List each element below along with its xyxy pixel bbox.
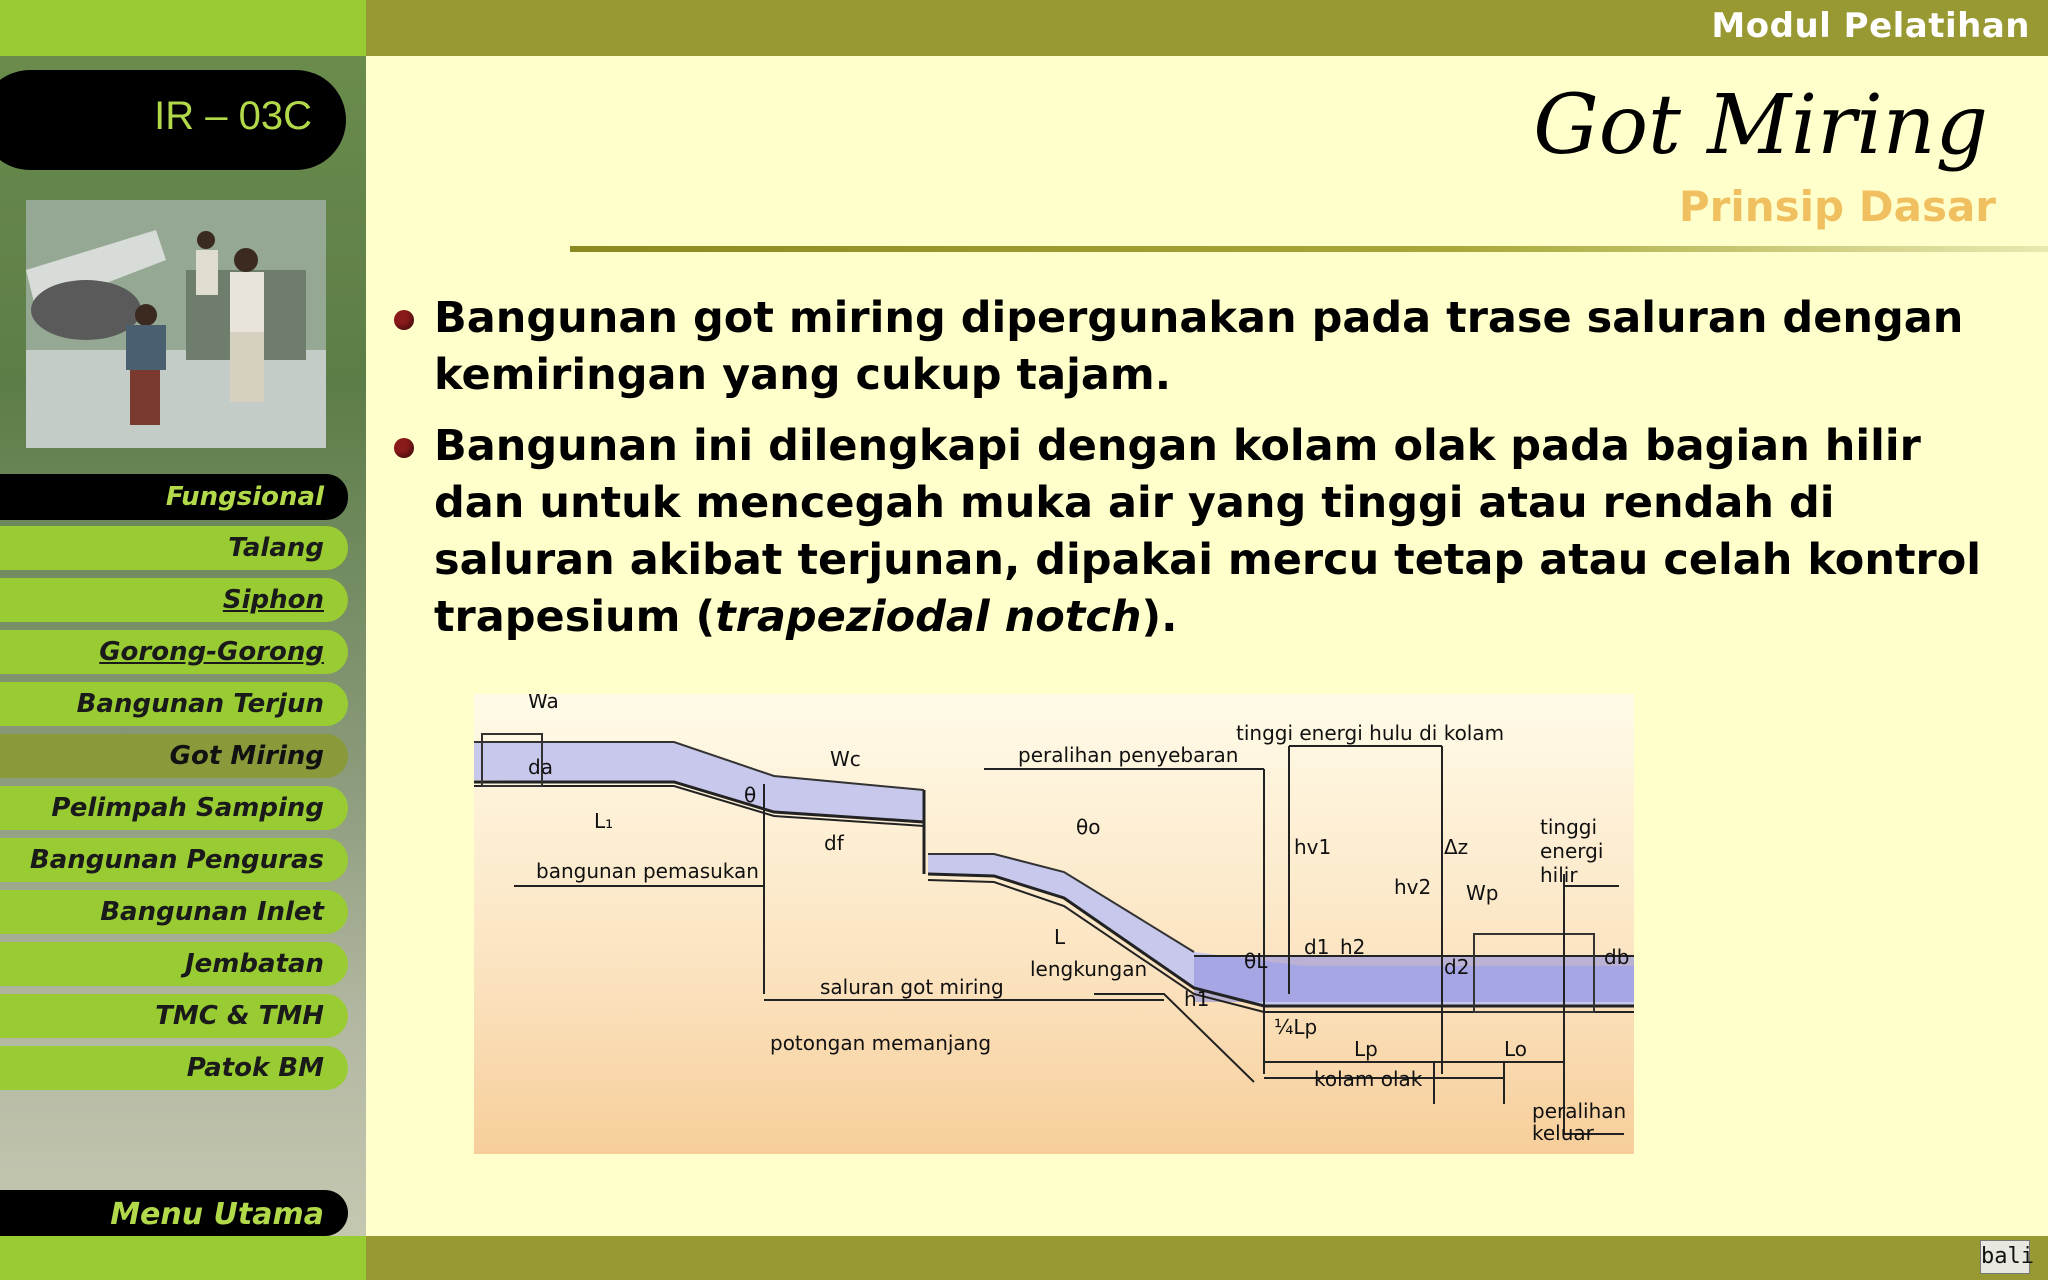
label-da: da [528,755,553,779]
bullet-text-post: ). [1141,592,1178,642]
longitudinal-section-drawing [474,694,1634,1154]
sidebar-item-bangunan-terjun[interactable]: Bangunan Terjun [0,682,348,726]
bali-button[interactable]: bali [1980,1240,2030,1274]
bullet-text: Bangunan got miring dipergunakan pada trase saluran dengan kemiringan yang cukup tajam. [434,293,1964,400]
label-h2: h2 [1340,935,1366,959]
label-tinggi: tinggi [1540,815,1598,839]
sidebar-header-fungsional: Fungsional [0,474,348,520]
got-miring-diagram [474,694,1634,1154]
sidebar-top-band [0,0,366,56]
sidebar-item-tmc-tmh[interactable]: TMC & TMH [0,994,348,1038]
sidebar-photo [26,200,326,448]
sidebar-item-talang[interactable]: Talang [0,526,348,570]
label-potongan-memanjang: potongan memanjang [770,1031,992,1055]
bullet-dot-icon [394,438,414,458]
label-db: db [1604,945,1630,969]
label-peralihan-penyebaran: peralihan penyebaran [1018,743,1239,767]
label-l1: L₁ [594,809,614,833]
label-bangunan-pemasukan: bangunan pemasukan [536,859,759,883]
label-d2: d2 [1444,955,1470,979]
top-bar [366,0,2048,56]
bullet-dot-icon [394,310,414,330]
label-hv2: hv2 [1394,875,1432,899]
module-title: Modul Pelatihan [1711,6,2030,46]
label-energi: energi [1540,839,1604,863]
label-lp: Lp [1354,1037,1378,1061]
page-title: Got Miring [1533,78,1988,173]
label-lengkungan: lengkungan [1030,957,1148,981]
label-wc: Wc [830,747,861,771]
sidebar-item-pelimpah-samping[interactable]: Pelimpah Samping [0,786,348,830]
label-h1: h1 [1184,987,1210,1011]
sidebar-item-got-miring[interactable]: Got Miring [0,734,348,778]
sidebar-item-bangunan-penguras[interactable]: Bangunan Penguras [0,838,348,882]
sidebar-item-patok-bm[interactable]: Patok BM [0,1046,348,1090]
label-hilir: hilir [1540,863,1578,887]
module-code-badge [0,70,346,170]
bottom-bar [366,1236,2048,1280]
module-code: IR – 03C [154,94,312,138]
label-lo: Lo [1504,1037,1528,1061]
sidebar [0,0,366,1280]
workers-photo-image [26,200,326,448]
label-theta-o: θo [1076,815,1101,839]
page-subtitle: Prinsip Dasar [1678,182,1996,231]
bullet-item [386,418,2006,646]
label-hv1: hv1 [1294,835,1332,859]
label-quarter-lp: ¼Lp [1274,1015,1318,1039]
label-wp: Wp [1466,881,1499,905]
bullet-text-pre: Bangunan ini dilengkapi dengan kolam olak pada bagian hilir dan untuk mencegah muka air yang tinggi atau rendah di saluran akibat terjunan, dipakai mercu tetap atau celah kontrol trapesium ( [434,421,1981,642]
main-menu-button[interactable]: Menu Utama [0,1190,348,1236]
label-theta-l: θL [1244,949,1268,973]
label-theta: θ [744,783,757,807]
sidebar-item-jembatan[interactable]: Jembatan [0,942,348,986]
label-peralihan: peralihan [1532,1099,1627,1123]
bullet-item [386,290,2006,404]
label-kolam-olak: kolam olak [1314,1067,1423,1091]
label-tinggi-energi-hulu: tinggi energi hulu di kolam [1236,721,1505,745]
label-delta-z: Δz [1444,835,1469,859]
label-df: df [824,831,844,855]
label-saluran-got-miring: saluran got miring [820,975,1004,999]
sidebar-item-bangunan-inlet[interactable]: Bangunan Inlet [0,890,348,934]
sidebar-item-gorong-gorong[interactable]: Gorong-Gorong [0,630,348,674]
label-keluar: keluar [1532,1121,1594,1145]
label-l: L [1054,925,1066,949]
content-bullets [386,290,2006,660]
sidebar-item-siphon[interactable]: Siphon [0,578,348,622]
bullet-text-emphasis: trapeziodal notch [715,592,1142,642]
label-wa: Wa [528,694,559,713]
sidebar-bottom-band [0,1236,366,1280]
label-d1: d1 [1304,935,1330,959]
title-divider [570,246,2048,252]
